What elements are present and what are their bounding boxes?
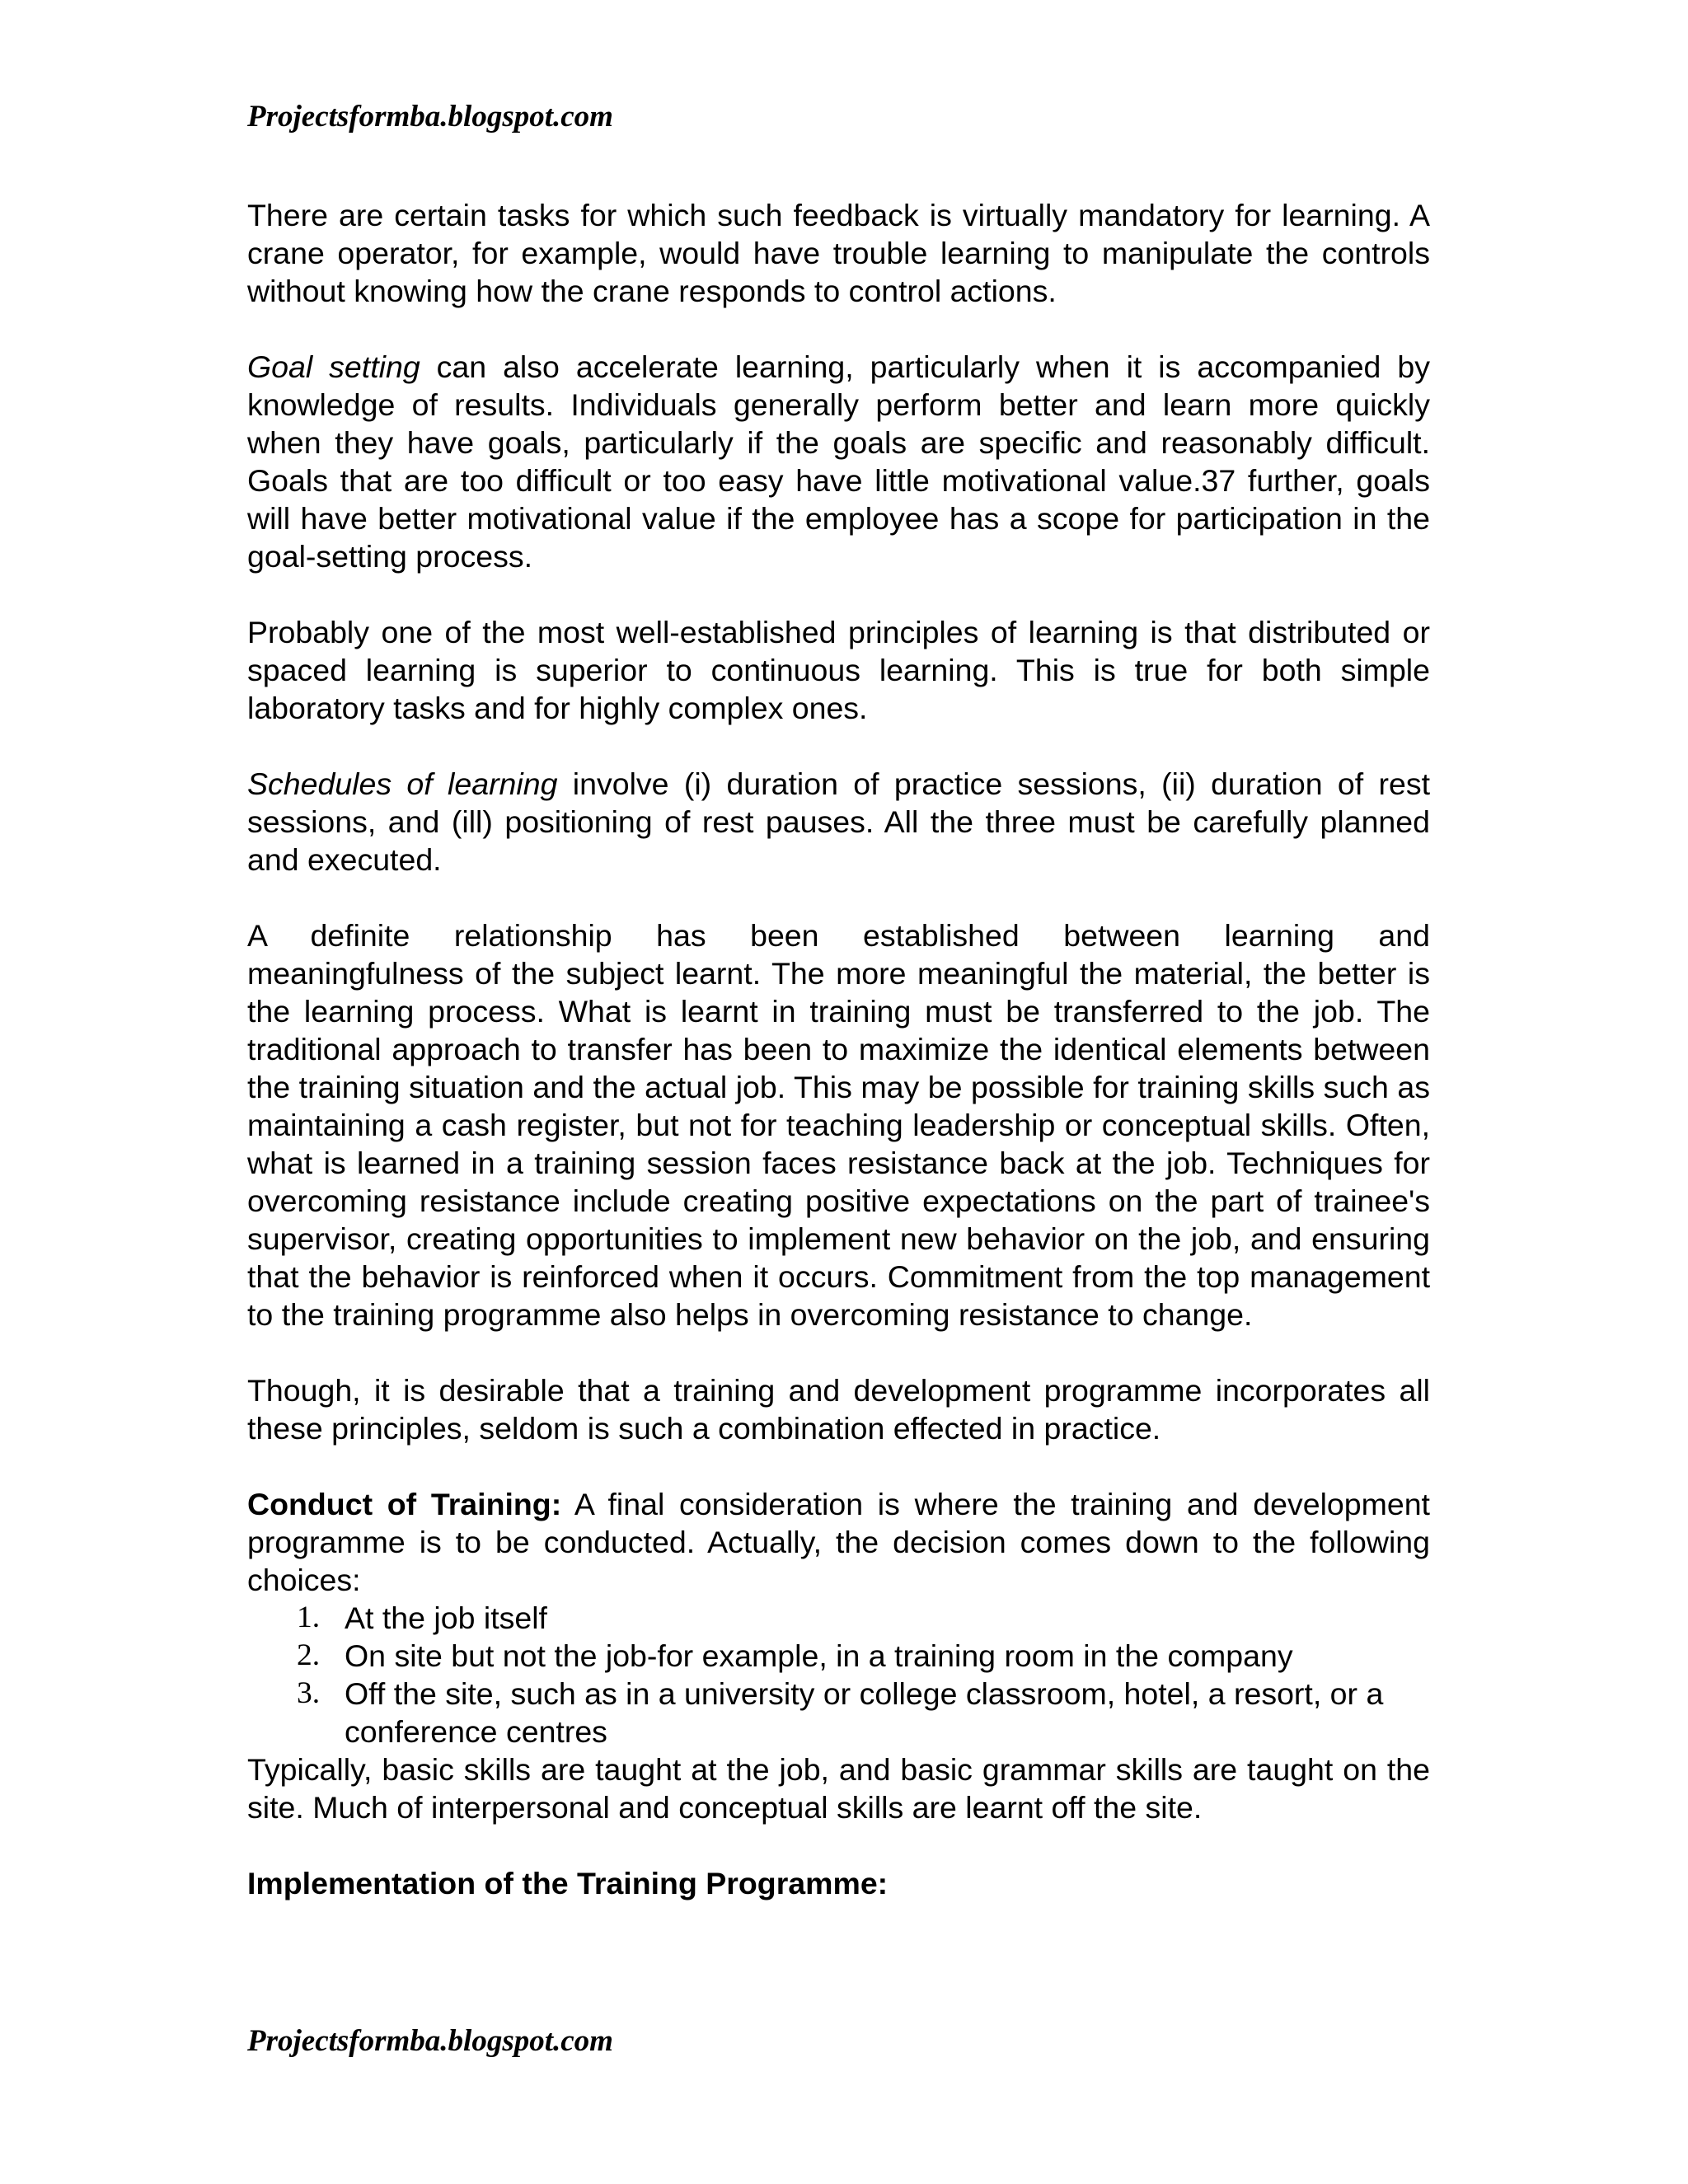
paragraph-schedules (247, 765, 1430, 879)
list-item-text: At the job itself (345, 1601, 547, 1635)
choices-list (247, 1599, 1430, 1750)
list-item-text: Off the site, such as in a university or college classroom, hotel, a resort, or a conference centres (345, 1676, 1384, 1749)
paragraph-feedback: There are certain tasks for which such feedback is virtually mandatory for learning. A crane operator, for example, would have trouble learning to manipulate the controls without knowing how the crane responds to control actions. (247, 198, 1430, 308)
page-header-site: Projectsformba.blogspot.com (247, 100, 613, 134)
list-item (247, 1599, 1430, 1637)
document-body (247, 196, 1430, 1902)
paragraph-though: Though, it is desirable that a training and development programme incorporates all these principles, seldom is such a combination effected in practice. (247, 1373, 1430, 1446)
page-footer-site: Projectsformba.blogspot.com (247, 2024, 613, 2058)
conduct-text: A final consideration is where the training and development programme is to be conducted. Actually, the decision comes down to the following choices: (247, 1487, 1430, 1597)
list-item (247, 1637, 1430, 1675)
list-item-number: 2. (297, 1638, 321, 1672)
list-item-number: 1. (297, 1601, 321, 1634)
goal-setting-term: Goal setting (247, 349, 420, 384)
conduct-heading: Conduct of Training: (247, 1487, 562, 1521)
paragraph-meaningfulness (247, 916, 1430, 1333)
schedules-text: involve (i) duration of practice sessions, (ii) duration of rest sessions, and (ill) positioning of rest pauses. All the three must be carefully planned and executed. (247, 766, 1431, 877)
list-item (247, 1675, 1430, 1750)
schedules-term: Schedules of learning (247, 766, 558, 801)
paragraph-goal-setting (247, 348, 1430, 575)
list-item-number: 3. (297, 1676, 321, 1710)
goal-setting-text: can also accelerate learning, particularly when it is accompanied by knowledge of results. Individuals generally perform better and learn more quickly when they have goals, particularly if the goals are specific and reasonably difficult. Goals that are too difficult or too easy have little motivational value.37 further, goals will have better motivational value if the employee has a scope for participation in the goal-setting process. (247, 349, 1430, 574)
paragraph-conduct (247, 1485, 1430, 1599)
list-item-text: On site but not the job-for example, in a training room in the company (345, 1638, 1293, 1673)
section-heading-implementation: Implementation of the Training Programme: (247, 1866, 889, 1900)
paragraph-distributed-learning: Probably one of the most well-established principles of learning is that distributed or spaced learning is superior to continuous learning. This is true for both simple laboratory tasks and for highly complex ones. (247, 615, 1430, 725)
meaningfulness-text: meaningfulness of the subject learnt. The more meaningful the material, the better is the learning process. What is learnt in training must be transferred to the job. The traditional approach to transfer has been to maximize the identical elements between the training situation and the actual job. This may be possible for training skills such as maintaining a cash register, but not for teaching leadership or conceptual skills. Often, what is learned in a training session faces resistance back at the job. Techniques for overcoming resistance include creating positive expectations on the part of trainee's supervisor, creating opportunities to implement new behavior on the job, and ensuring that the behavior is reinforced when it occurs. Commitment from the top management to the training programme also helps in overcoming resistance to change. (247, 956, 1430, 1332)
paragraph-typically: Typically, basic skills are taught at the job, and basic grammar skills are taught on the site. Much of interpersonal and conceptual skills are learnt off the site. (247, 1752, 1430, 1825)
meaningfulness-first-line: A definite relationship has been established between learning and (247, 918, 1430, 953)
